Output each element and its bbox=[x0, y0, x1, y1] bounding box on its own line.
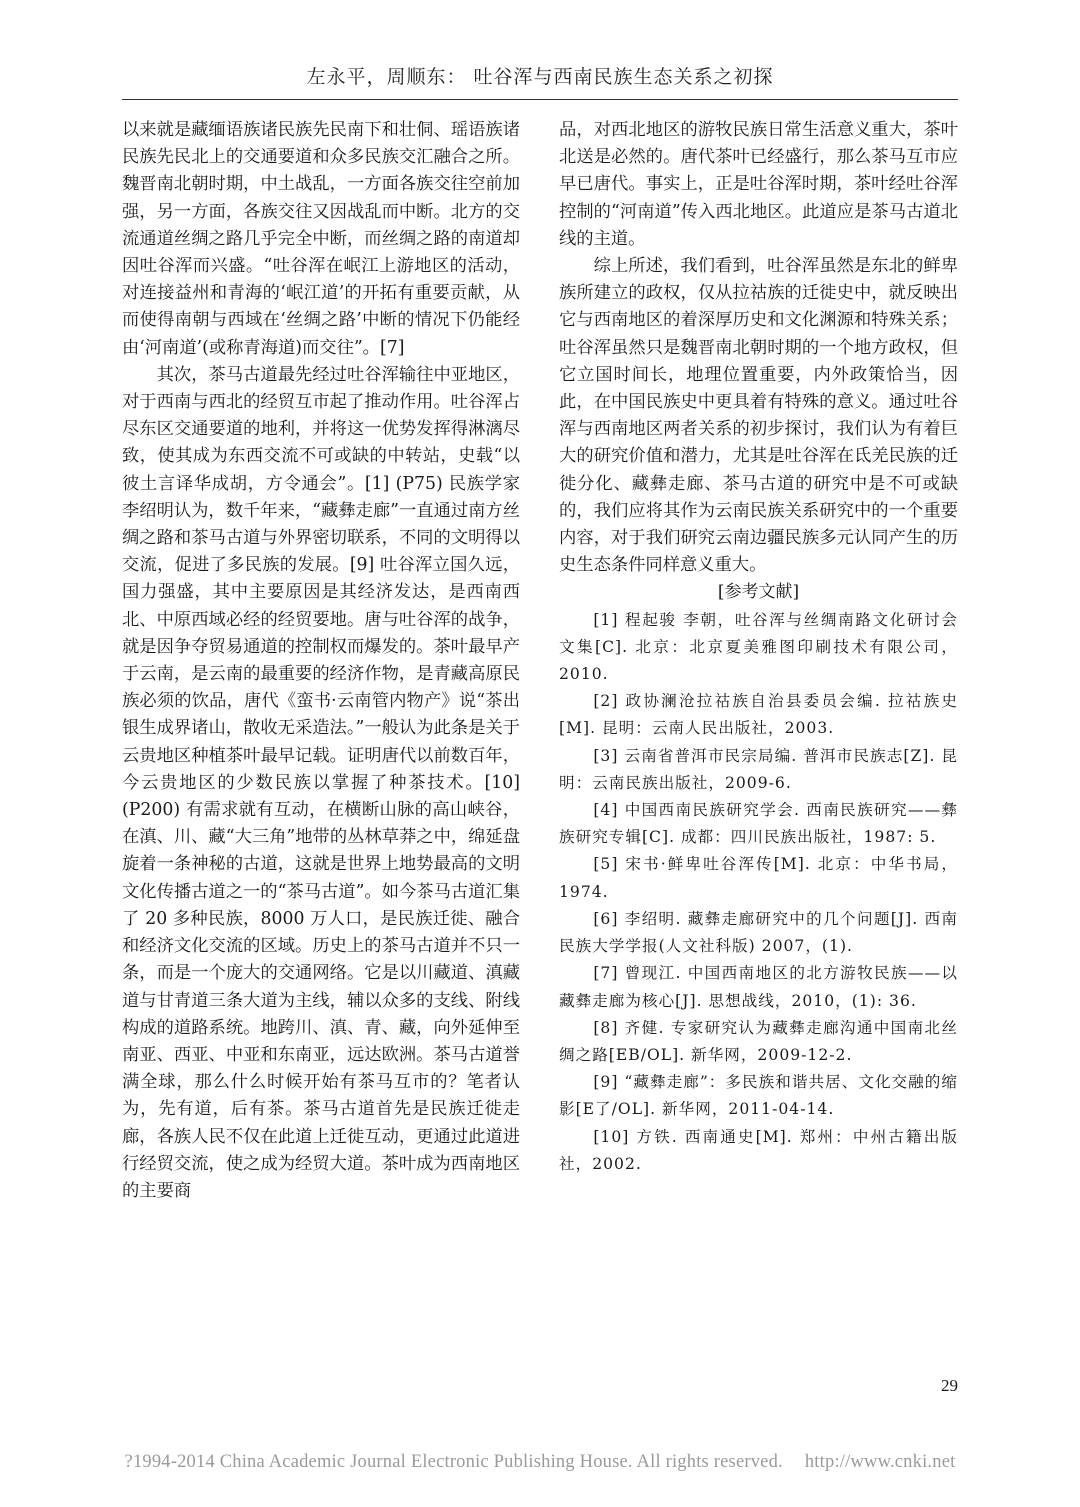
reference-item: [9] “藏彝走廊”：多民族和谐共居、文化交融的缩影[E了/OL]. 新华网，2011-04-14. bbox=[559, 1073, 958, 1119]
reference-item: [5] 宋书·鲜卑吐谷浑传[M]. 北京：中华书局，1974. bbox=[559, 855, 958, 901]
body-paragraph: 其次，茶马古道最先经过吐谷浑输往中亚地区，对于西南与西北的经贸互市起了推动作用。吐谷浑占尽东区交通要道的地利，并将这一优势发挥得淋漓尽致，使其成为东西交流不可或缺的中转站，史载“以彼土言译华成胡，方令通会”。[1] (P75) 民族学家李绍明认为，数千年来，“藏彝走廊”一直通过南方丝绸之路和茶马古道与外界密切联系，不同的文明得以交流，促进了多民族的发展。[9] 吐谷浑立国久远，国力强盛，其中主要原因是其经济发达，是西南西北、中原西域必经的经贸要地。唐与吐谷浑的战争，就是因争夺贸易通道的控制权而爆发的。茶叶最早产于云南，是云南的最重要的经济作物，是青藏高原民族必须的饮品，唐代《蛮书·云南管内物产》说“茶出银生成界诸山，散收无采造法。”一般认为此条是关于云贵地区种植茶叶最早记载。证明唐代以前数百年，今云贵地区的少数民族以掌握了种茶技术。[10] (P200) 有需求就有互动，在横断山脉的高山峡谷，在滇、川、藏“大三角”地带的丛林草莽之中，绵延盘旋着一条神秘的古道，这就是世界上地势最高的文明文化传播古道之一的“茶马古道”。如今茶马古道汇集了 20 多种民族，8000 万人口，是民族迁徙、融合和经济文化交流的区域。历史上的茶马古道并不只一条，而是一个庞大的交通网络。它是以川藏道、滇藏道与甘青道三条大道为主线，辅以众多的支线、附线构成的道路系统。地跨川、滇、青、藏，向外延伸至南亚、西亚、中亚和东南亚，远达欧洲。茶马古道誉满全球，那么什么时候开始有茶马互市的？笔者认为，先有道，后有茶。茶马古道首先是民族迁徙走廊，各族人民不仅在此道上迁徙互动，更通过此道进行经贸交流，使之成为经贸大道。茶叶成为西南地区的主要商 bbox=[122, 364, 526, 1201]
cnki-link[interactable]: http://www.cnki.net bbox=[804, 1452, 956, 1472]
references-heading: [参考文献] bbox=[717, 582, 800, 603]
reference-list bbox=[559, 607, 958, 1178]
page-number: 29 bbox=[941, 1376, 958, 1395]
left-column bbox=[122, 117, 526, 1205]
reference-item: [7] 曾现江. 中国西南地区的北方游牧民族——以藏彝走廊为核心[J]. 思想战线，2010，(1): 36. bbox=[559, 964, 958, 1010]
body-paragraph: 品，对西北地区的游牧民族日常生活意义重大，茶叶北送是必然的。唐代茶叶已经盛行，那么茶马互市应早已唐代。事实上，正是吐谷浑时期，茶叶经吐谷浑控制的“河南道”传入西北地区。此道应是茶马古道北线的主道。 bbox=[559, 120, 958, 249]
body-paragraph: 综上所述，我们看到，吐谷浑虽然是东北的鲜卑族所建立的政权，仅从拉祜族的迁徙史中，就反映出它与西南地区的着深厚历史和文化渊源和特殊关系；吐谷浑虽然只是魏晋南北朝时期的一个地方政权，但它立国时间长，地理位置重要，内外政策恰当，因此，在中国民族史中更具着有特殊的意义。通过吐谷浑与西南地区两者关系的初步探讨，我们认为有着巨大的研究价值和潜力，尤其是吐谷浑在氐羌民族的迁徙分化、藏彝走廊、茶马古道的研究中是不可或缺的，我们应将其作为云南民族关系研究中的一个重要内容，对于我们研究云南边疆民族多元认同产生的历史生态条件同样意义重大。 bbox=[559, 256, 958, 576]
reference-item: [6] 李绍明. 藏彝走廊研究中的几个问题[J]. 西南民族大学学报(人文社科版) 2007，(1). bbox=[559, 909, 958, 956]
running-header: 左永平，周顺东： 吐谷浑与西南民族生态关系之初探 bbox=[306, 66, 774, 88]
reference-item: [10] 方铁. 西南通史[M]. 郑州：中州古籍出版社，2002. bbox=[559, 1127, 958, 1173]
reference-item: [1] 程起骏 李朝，吐谷浑与丝绸南路文化研讨会文集[C]. 北京：北京夏美雅图印刷技术有限公司，2010. bbox=[559, 610, 958, 684]
copyright-footer bbox=[0, 1452, 1080, 1473]
reference-item: [2] 政协澜沧拉祜族自治县委员会编. 拉祜族史[M]. 昆明：云南人民出版社，2003. bbox=[559, 692, 958, 738]
header-rule bbox=[122, 99, 958, 100]
reference-item: [4] 中国西南民族研究学会. 西南民族研究——彝族研究专辑[C]. 成都：四川民族出版社，1987: 5. bbox=[559, 801, 958, 847]
reference-item: [8] 齐健. 专家研究认为藏彝走廊沟通中国南北丝绸之路[EB/OL]. 新华网，2009-12-2. bbox=[559, 1018, 958, 1064]
copyright-notice: ?1994-2014 China Academic Journal Electronic Publishing House. All rights reserved. bbox=[124, 1452, 783, 1472]
reference-item: [3] 云南省普洱市民宗局编. 普洱市民族志[Z]. 昆明：云南民族出版社，2009-6. bbox=[559, 746, 958, 792]
body-paragraph: 以来就是藏缅语族诸民族先民南下和壮侗、瑶语族诸民族先民北上的交通要道和众多民族交汇融合之所。魏晋南北朝时期，中土战乱，一方面各族交往空前加强，另一方面，各族交往又因战乱而中断。北方的交流通道丝绸之路几乎完全中断，而丝绸之路的南道却因吐谷浑而兴盛。“吐谷浑在岷江上游地区的活动，对连接益州和青海的‘岷江道’的开拓有重要贡献，从而使得南朝与西域在‘丝绸之路’中断的情况下仍能经由‘河南道’(或称青海道)而交往”。[7] bbox=[122, 120, 520, 358]
right-column bbox=[559, 117, 958, 1178]
